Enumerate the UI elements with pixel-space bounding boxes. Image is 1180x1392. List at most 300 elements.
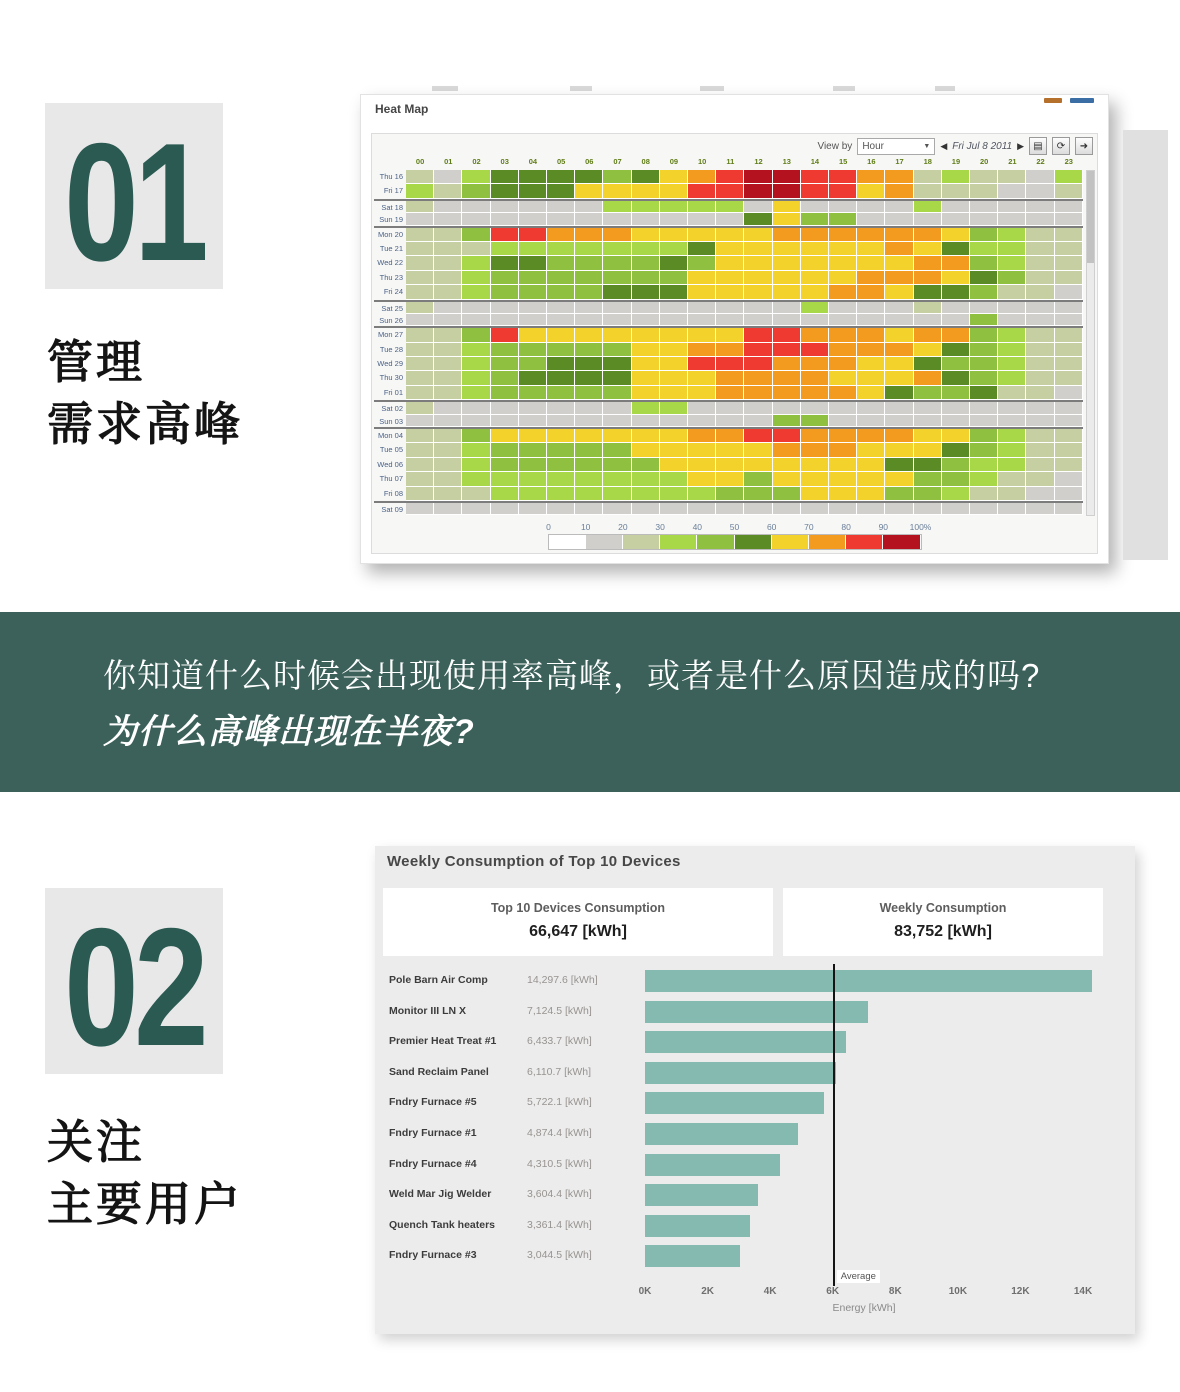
heatmap-cell: [575, 285, 603, 299]
heatmap-cell: [744, 184, 772, 198]
heatmap-cell: [1055, 429, 1083, 443]
date-label: Sat 02: [381, 404, 403, 414]
heatmap-cell: [801, 371, 829, 385]
hour-label: 11: [726, 157, 735, 166]
legend-tick: 70: [804, 522, 814, 532]
heatmap-cell: [462, 402, 490, 414]
heatmap-cell: [603, 302, 631, 314]
heatmap-cell: [603, 271, 631, 285]
heatmap-cell: [829, 472, 857, 486]
heatmap-cell: [914, 472, 942, 486]
heatmap-cell: [547, 343, 575, 357]
heatmap-cell: [970, 242, 998, 256]
calendar-export-icon[interactable]: ▤: [1029, 137, 1047, 155]
heatmap-cell: [885, 472, 913, 486]
heatmap-cell: [801, 343, 829, 357]
heatmap-cell: [744, 443, 772, 457]
heatmap-cell: [660, 213, 688, 225]
heatmap-cell: [519, 201, 547, 213]
consumption-widget: [375, 846, 1135, 1334]
heatmap-cell: [829, 487, 857, 501]
cropped-link-fragment: [1070, 98, 1094, 103]
heatmap-cell: [801, 402, 829, 414]
heatmap-cell: [829, 429, 857, 443]
heatmap-cell: [998, 328, 1026, 342]
bar-row: [375, 1180, 1135, 1211]
heatmap-cell: [660, 201, 688, 213]
heatmap-row: [374, 501, 1083, 515]
share-icon[interactable]: ➜: [1075, 137, 1093, 155]
crop-artifact: [833, 86, 855, 91]
banner-line2: 为什么高峰出现在半夜?: [103, 713, 475, 751]
heatmap-cell: [801, 242, 829, 256]
heatmap-cell: [434, 343, 462, 357]
heatmap-cell: [632, 213, 660, 225]
heatmap-cell: [632, 357, 660, 371]
heatmap-cell: [998, 386, 1026, 400]
heatmap-cell: [1026, 371, 1054, 385]
heatmap-cell: [744, 415, 772, 427]
heatmap-cell: [1026, 487, 1054, 501]
heatmap-cell: [716, 472, 744, 486]
bar: [645, 1215, 750, 1237]
heatmap-cell: [519, 415, 547, 427]
heatmap-cell: [716, 328, 744, 342]
heatmap-cell: [1055, 343, 1083, 357]
bar-row: [375, 1088, 1135, 1119]
heatmap-cell: [575, 184, 603, 198]
hour-label: 07: [613, 157, 622, 166]
heatmap-cell: [406, 271, 434, 285]
device-value: 4,874.4 [kWh]: [527, 1126, 592, 1139]
heatmap-cell: [519, 343, 547, 357]
heatmap-cell: [688, 386, 716, 400]
heatmap-cell: [914, 271, 942, 285]
average-line: [833, 964, 835, 1286]
legend-swatch: [660, 535, 697, 549]
heatmap-cell: [519, 443, 547, 457]
heatmap-cell: [914, 302, 942, 314]
heatmap-cell: [434, 170, 462, 184]
heatmap-cell: [942, 302, 970, 314]
heatmap-cell: [914, 429, 942, 443]
next-period-button[interactable]: ▶: [1017, 140, 1024, 151]
heatmap-cell: [970, 328, 998, 342]
heatmap-cell: [434, 302, 462, 314]
heatmap-cell: [575, 201, 603, 213]
heatmap-cell: [716, 256, 744, 270]
heatmap-cell: [491, 458, 519, 472]
heatmap-cell: [491, 201, 519, 213]
heatmap-cell: [970, 429, 998, 443]
legend-swatch: [697, 535, 734, 549]
heatmap-cell: [1026, 228, 1054, 242]
heatmap-cell: [1055, 256, 1083, 270]
heatmap-cell: [688, 458, 716, 472]
heatmap-cell: [519, 429, 547, 443]
heatmap-cell: [491, 170, 519, 184]
legend-tick: 0: [546, 522, 551, 532]
heatmap-cell: [914, 402, 942, 414]
heatmap-cell: [942, 242, 970, 256]
heatmap-cell: [857, 170, 885, 184]
heatmap-cell: [688, 256, 716, 270]
heatmap-cell: [688, 357, 716, 371]
heatmap-panel: [371, 133, 1098, 554]
heatmap-cell: [660, 503, 688, 515]
heatmap-cell: [970, 458, 998, 472]
heatmap-cell: [970, 487, 998, 501]
hour-label: 21: [1008, 157, 1017, 166]
heatmap-cell: [773, 443, 801, 457]
heatmap-cell: [491, 429, 519, 443]
heatmap-cell: [491, 503, 519, 515]
hour-label: 22: [1036, 157, 1045, 166]
heatmap-cell: [970, 415, 998, 427]
heatmap-cell: [942, 386, 970, 400]
heatmap-cell: [491, 213, 519, 225]
heatmap-cell: [942, 357, 970, 371]
heatmap-row: [374, 184, 1083, 198]
heatmap-cell: [632, 242, 660, 256]
heatmap-cell: [491, 386, 519, 400]
heatmap-cell: [1026, 328, 1054, 342]
heatmap-cell: [744, 170, 772, 184]
heatmap-cell: [716, 415, 744, 427]
x-tick-label: 0K: [638, 1286, 652, 1297]
refresh-icon[interactable]: ⟳: [1052, 137, 1070, 155]
heatmap-cell: [660, 386, 688, 400]
heatmap-cell: [857, 302, 885, 314]
heatmap-cell: [547, 242, 575, 256]
heatmap-cell: [998, 285, 1026, 299]
heatmap-cell: [632, 201, 660, 213]
heatmap-cell: [914, 343, 942, 357]
heatmap-cell: [660, 357, 688, 371]
heatmap-cell: [660, 487, 688, 501]
heatmap-cell: [942, 271, 970, 285]
heatmap-cell: [1055, 415, 1083, 427]
heatmap-cell: [942, 256, 970, 270]
heatmap-cell: [434, 184, 462, 198]
heatmap-cell: [547, 228, 575, 242]
heatmap-cell: [688, 443, 716, 457]
heatmap-cell: [914, 201, 942, 213]
heatmap-cell: [857, 285, 885, 299]
heatmap-cell: [801, 472, 829, 486]
heatmap-row: [374, 328, 1083, 342]
heatmap-cell: [519, 402, 547, 414]
heatmap-cell: [632, 371, 660, 385]
heatmap-cell: [885, 343, 913, 357]
heatmap-cell: [1026, 213, 1054, 225]
crop-artifact: [432, 86, 458, 91]
heatmap-cell: [744, 256, 772, 270]
heatmap-cell: [434, 228, 462, 242]
heatmap-cell: [801, 503, 829, 515]
heatmap-cell: [942, 184, 970, 198]
heatmap-cell: [970, 343, 998, 357]
heatmap-cell: [547, 170, 575, 184]
heatmap-cell: [773, 503, 801, 515]
heatmap-cell: [998, 228, 1026, 242]
heatmap-cell: [716, 343, 744, 357]
heatmap-cell: [434, 415, 462, 427]
heatmap-cell: [575, 472, 603, 486]
heatmap-cell: [998, 256, 1026, 270]
heatmap-cell: [462, 201, 490, 213]
heatmap-cell: [462, 328, 490, 342]
heatmap-cell: [632, 170, 660, 184]
legend-tick: 30: [655, 522, 665, 532]
heatmap-cell: [688, 343, 716, 357]
device-name: Premier Heat Treat #1: [389, 1035, 497, 1048]
device-value: 7,124.5 [kWh]: [527, 1004, 592, 1017]
heatmap-cell: [829, 256, 857, 270]
device-name: Monitor III LN X: [389, 1004, 466, 1017]
heatmap-cell: [970, 213, 998, 225]
heatmap-cell: [801, 386, 829, 400]
heatmap-cell: [998, 302, 1026, 314]
heatmap-cell: [744, 213, 772, 225]
date-label: Sat 09: [381, 504, 403, 514]
heatmap-cell: [462, 213, 490, 225]
scrollbar[interactable]: [1086, 170, 1095, 516]
date-label: Fri 17: [383, 186, 403, 196]
heatmap-cell: [744, 285, 772, 299]
section1-heading-line2: 需求高峰: [47, 398, 243, 450]
heatmap-cell: [688, 271, 716, 285]
heatmap-cell: [547, 371, 575, 385]
heatmap-cell: [914, 228, 942, 242]
heatmap-cell: [406, 343, 434, 357]
heatmap-cell: [773, 302, 801, 314]
heatmap-cell: [744, 472, 772, 486]
heatmap-cell: [829, 328, 857, 342]
heatmap-cell: [857, 402, 885, 414]
heatmap-cell: [547, 415, 575, 427]
heatmap-cell: [547, 402, 575, 414]
weekly-total-card: [783, 888, 1103, 956]
heatmap-cell: [519, 242, 547, 256]
bar-row: [375, 997, 1135, 1028]
device-value: 3,044.5 [kWh]: [527, 1249, 592, 1262]
heatmap-cell: [547, 472, 575, 486]
heatmap-cell: [744, 503, 772, 515]
heatmap-cell: [547, 458, 575, 472]
heatmap-cell: [434, 472, 462, 486]
heatmap-cell: [660, 371, 688, 385]
heatmap-cell: [716, 271, 744, 285]
heatmap-cell: [773, 487, 801, 501]
x-axis-title: Energy [kWh]: [832, 1302, 896, 1314]
heatmap-cell: [462, 357, 490, 371]
heatmap-cell: [547, 357, 575, 371]
heatmap-cell: [857, 184, 885, 198]
heatmap-cell: [547, 443, 575, 457]
date-label: Sun 26: [379, 315, 403, 325]
heatmap-cell: [688, 328, 716, 342]
bar: [645, 1154, 780, 1176]
heatmap-cell: [970, 228, 998, 242]
heatmap-cell: [857, 228, 885, 242]
heatmap-cell: [1055, 402, 1083, 414]
heatmap-cell: [942, 429, 970, 443]
heatmap-cell: [462, 443, 490, 457]
heatmap-cell: [885, 302, 913, 314]
heatmap-cell: [716, 357, 744, 371]
heatmap-cell: [547, 429, 575, 443]
hour-label: 17: [895, 157, 904, 166]
chevron-down-icon: ▼: [923, 142, 931, 150]
device-name: Quench Tank heaters: [389, 1218, 496, 1231]
heatmap-cell: [942, 415, 970, 427]
heatmap-cell: [829, 184, 857, 198]
device-name: Fndry Furnace #3: [389, 1249, 477, 1262]
heatmap-cell: [885, 314, 913, 326]
bar: [645, 970, 1092, 992]
heatmap-cell: [773, 271, 801, 285]
heatmap-cell: [406, 201, 434, 213]
heatmap-cell: [744, 201, 772, 213]
date-label: Sun 03: [379, 416, 403, 426]
heatmap-cell: [914, 357, 942, 371]
view-by-dropdown[interactable]: [857, 138, 935, 155]
heatmap-cell: [547, 213, 575, 225]
x-tick-label: 8K: [888, 1286, 902, 1297]
view-by-label: View by: [817, 140, 853, 152]
hour-label: 08: [641, 157, 650, 166]
heatmap-cell: [773, 201, 801, 213]
heatmap-cell: [773, 357, 801, 371]
heatmap-cell: [519, 357, 547, 371]
heatmap-cell: [491, 357, 519, 371]
heatmap-row: [374, 256, 1083, 270]
heatmap-cell: [829, 415, 857, 427]
heatmap-cell: [434, 443, 462, 457]
x-tick-label: 2K: [701, 1286, 714, 1297]
heatmap-cell: [603, 357, 631, 371]
heatmap-cell: [603, 170, 631, 184]
date-label: Tue 28: [379, 344, 403, 354]
legend-swatch: [772, 535, 809, 549]
heatmap-cell: [632, 228, 660, 242]
heatmap-cell: [1026, 357, 1054, 371]
heatmap-cell: [1026, 184, 1054, 198]
heatmap-cell: [998, 443, 1026, 457]
heatmap-cell: [1055, 371, 1083, 385]
device-value: 3,361.4 [kWh]: [527, 1218, 592, 1231]
heatmap-cell: [603, 503, 631, 515]
bar-row: [375, 1150, 1135, 1181]
heatmap-cell: [603, 228, 631, 242]
heatmap-cell: [575, 170, 603, 184]
heatmap-cell: [462, 429, 490, 443]
heatmap-cell: [970, 503, 998, 515]
prev-period-button[interactable]: ◀: [940, 140, 948, 151]
legend-tick: 60: [766, 522, 777, 532]
weekly-total-label: Weekly Consumption: [879, 901, 1007, 915]
heatmap-cell: [998, 170, 1026, 184]
heatmap-cell: [885, 443, 913, 457]
hour-label: 23: [1064, 157, 1073, 166]
hour-label: 12: [754, 157, 763, 166]
heatmap-cell: [603, 242, 631, 256]
heatmap-cell: [406, 184, 434, 198]
banner-line1: 你知道什么时候会出现使用率高峰，或者是什么原因造成的吗?: [103, 657, 1041, 694]
heatmap-cell: [603, 213, 631, 225]
heatmap-cell: [603, 184, 631, 198]
heatmap-cell: [575, 503, 603, 515]
date-label: Thu 07: [379, 474, 403, 484]
scrollbar-thumb[interactable]: [1087, 171, 1094, 263]
heatmap-cell: [885, 228, 913, 242]
heatmap-cell: [632, 503, 660, 515]
heatmap-cell: [632, 402, 660, 414]
heatmap-row: [374, 199, 1083, 213]
heatmap-cell: [575, 328, 603, 342]
heatmap-cell: [406, 415, 434, 427]
heatmap-cell: [632, 458, 660, 472]
heatmap-cell: [773, 402, 801, 414]
heatmap-cell: [801, 487, 829, 501]
heatmap-cell: [773, 429, 801, 443]
heatmap-cell: [491, 415, 519, 427]
heatmap-row: [374, 443, 1083, 457]
bar: [645, 1031, 846, 1053]
heatmap-cell: [942, 487, 970, 501]
heatmap-cell: [519, 328, 547, 342]
heatmap-cell: [434, 402, 462, 414]
heatmap-cell: [575, 458, 603, 472]
period-date-label: Fri Jul 8 2011: [952, 140, 1013, 152]
date-label: Sun 19: [379, 215, 403, 225]
heatmap-cell: [942, 285, 970, 299]
heatmap-cell: [434, 314, 462, 326]
heatmap-row: [374, 371, 1083, 385]
heatmap-cell: [716, 443, 744, 457]
heatmap-cell: [773, 213, 801, 225]
legend-tick: 100%: [909, 522, 932, 532]
heatmap-cell: [491, 487, 519, 501]
heatmap-cell: [406, 314, 434, 326]
heatmap-cell: [1055, 201, 1083, 213]
hour-label: 18: [923, 157, 932, 166]
heatmap-cell: [942, 228, 970, 242]
heatmap-cell: [970, 271, 998, 285]
heatmap-cell: [942, 314, 970, 326]
top10-total-label: Top 10 Devices Consumption: [490, 901, 666, 915]
heatmap-cell: [1055, 487, 1083, 501]
hour-label: 04: [528, 157, 538, 166]
hour-label: 05: [556, 157, 566, 166]
heatmap-cell: [519, 228, 547, 242]
heatmap-cell: [491, 328, 519, 342]
heatmap-cell: [885, 429, 913, 443]
heatmap-cell: [603, 201, 631, 213]
heatmap-cell: [434, 357, 462, 371]
heatmap-cell: [773, 472, 801, 486]
heatmap-cell: [462, 503, 490, 515]
heatmap-cell: [914, 242, 942, 256]
heatmap-cell: [744, 343, 772, 357]
heatmap-cell: [462, 343, 490, 357]
bar: [645, 1062, 836, 1084]
heatmap-cell: [716, 302, 744, 314]
heatmap-cell: [970, 201, 998, 213]
heatmap-cell: [660, 314, 688, 326]
hour-label: 03: [500, 157, 509, 166]
